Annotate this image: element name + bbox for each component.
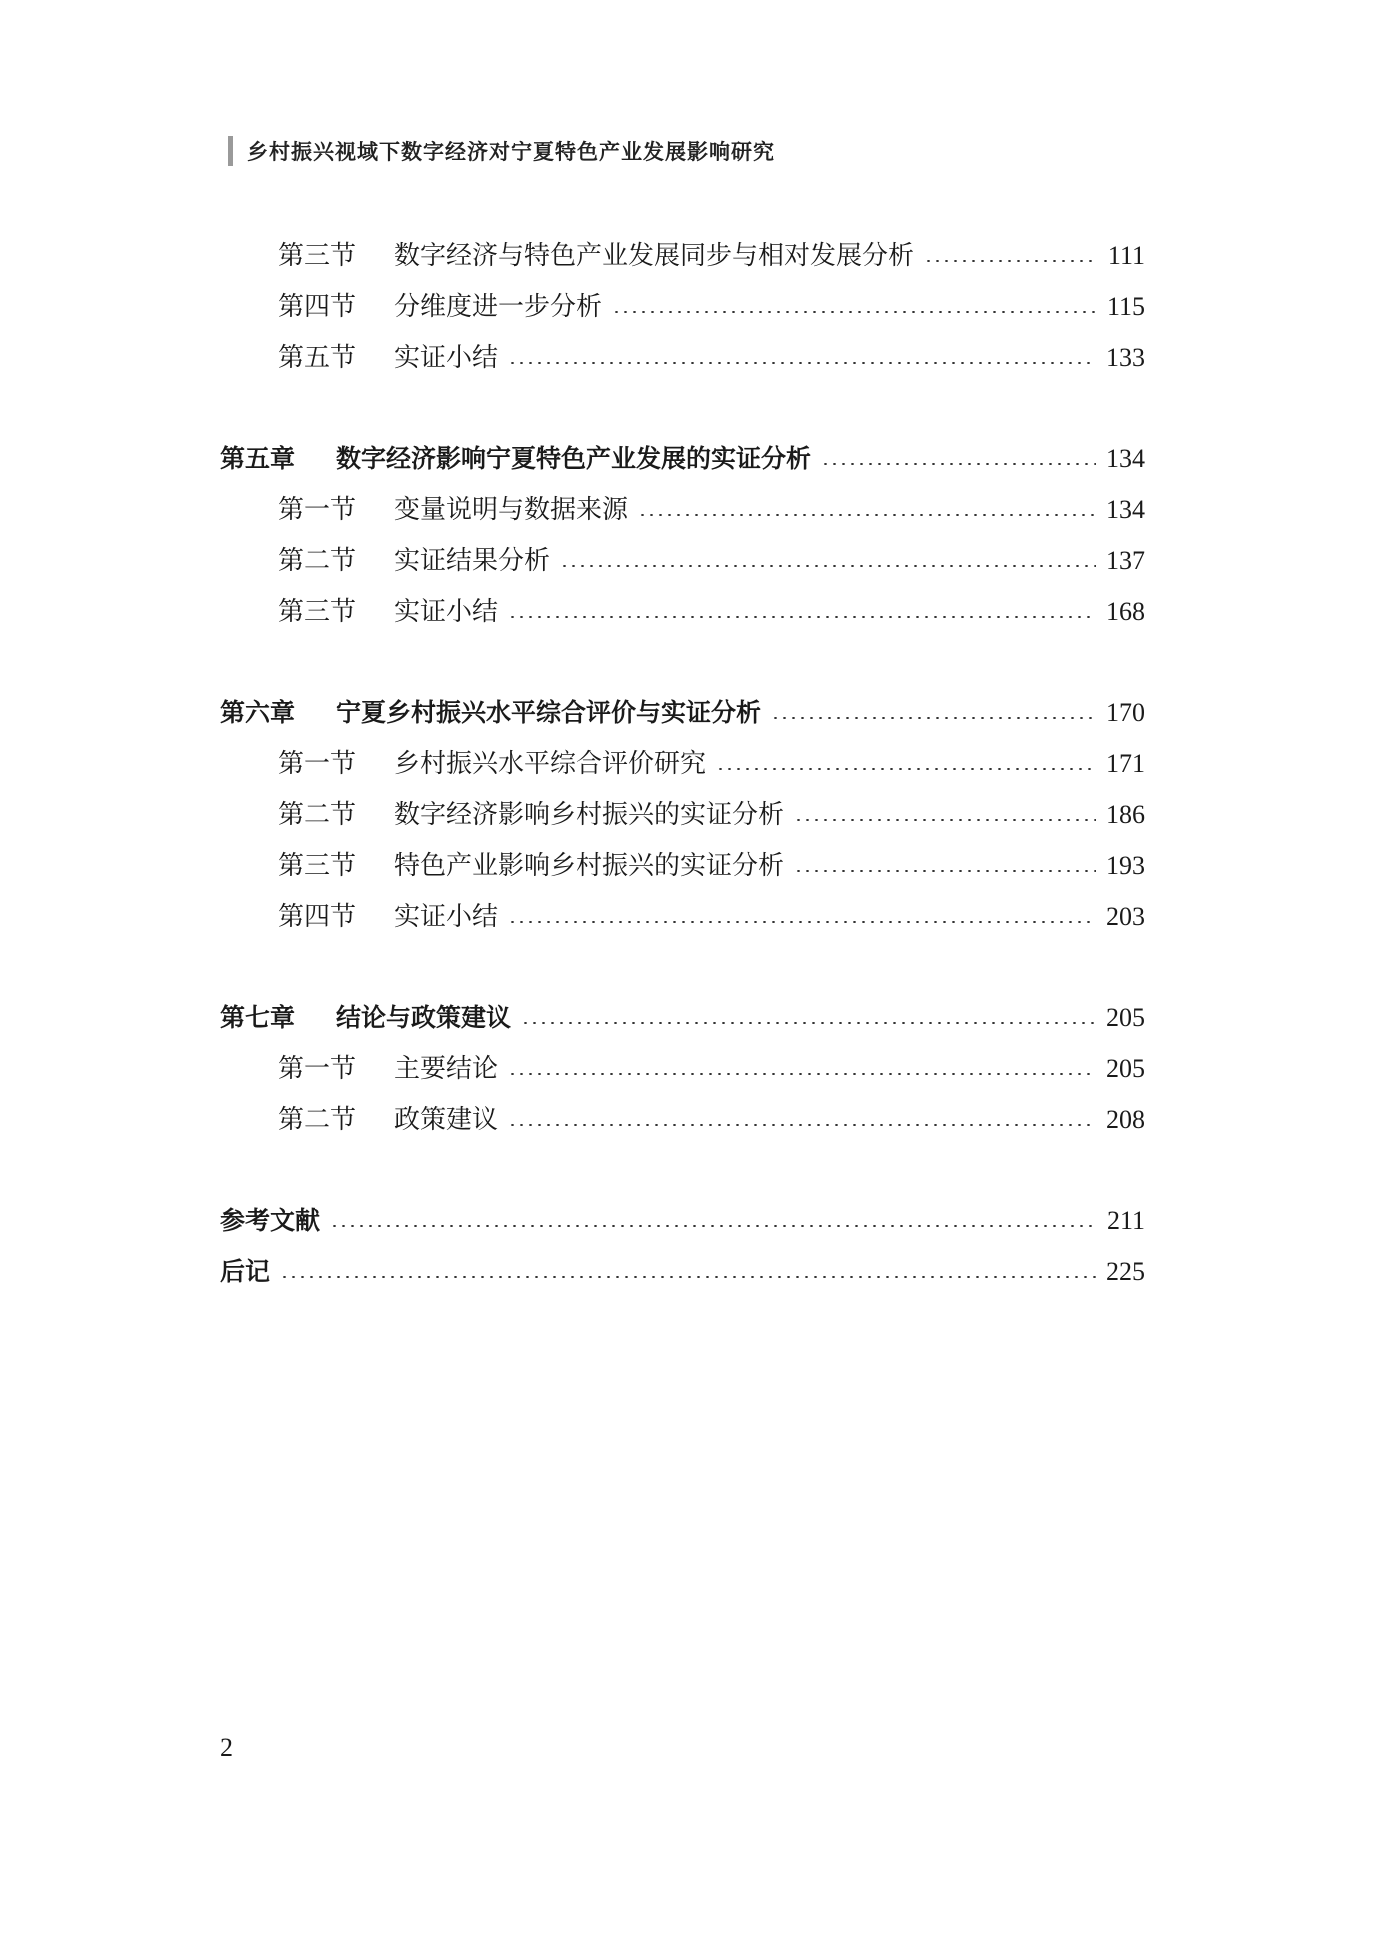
- dot-leader: [508, 616, 1096, 618]
- toc-entry[interactable]: [220, 543, 1145, 579]
- dot-leader: [280, 1276, 1096, 1278]
- toc-chapter-title: 结论与政策建议: [336, 1003, 512, 1032]
- toc-entry-page: 203: [1106, 902, 1145, 931]
- toc-entry-page: 208: [1106, 1105, 1145, 1134]
- toc-entry[interactable]: [220, 238, 1145, 274]
- toc-entry-title: 实证小结: [394, 902, 499, 932]
- toc-entry-label: 第一节: [278, 749, 357, 779]
- dot-leader: [560, 565, 1096, 567]
- toc-chapter-page: 205: [1106, 1003, 1145, 1032]
- toc-entry-title: 特色产业影响乡村振兴的实证分析: [394, 851, 785, 881]
- toc-chapter-page: 170: [1106, 698, 1145, 727]
- dot-leader: [508, 921, 1096, 923]
- toc-entry-label: 第二节: [278, 1105, 357, 1135]
- toc-chapter-label: 第五章: [220, 444, 296, 473]
- toc-entry-page: 115: [1106, 292, 1145, 321]
- toc-entry-label: 第四节: [278, 902, 357, 932]
- toc-entry-title: 分维度进一步分析: [394, 292, 603, 322]
- toc-entry-title: 主要结论: [394, 1054, 499, 1084]
- header-rule: [228, 136, 233, 166]
- toc-chapter[interactable]: [220, 441, 1145, 477]
- toc-entry-label: 第三节: [278, 597, 357, 627]
- dot-leader: [771, 717, 1096, 719]
- toc-chapter[interactable]: [220, 695, 1145, 731]
- toc-chapter-title: 数字经济影响宁夏特色产业发展的实证分析: [336, 444, 812, 473]
- toc-references-page: 211: [1106, 1206, 1145, 1235]
- toc-entry[interactable]: [220, 1051, 1145, 1087]
- dot-leader: [521, 1022, 1096, 1024]
- toc-afterword-title: 后记: [220, 1257, 271, 1286]
- dot-leader: [508, 1073, 1096, 1075]
- dot-leader: [508, 1124, 1096, 1126]
- dot-leader: [716, 768, 1096, 770]
- dot-leader: [794, 870, 1096, 872]
- toc-entry-title: 实证小结: [394, 597, 499, 627]
- toc-entry-page: 186: [1106, 800, 1145, 829]
- toc-chapter-label: 第六章: [220, 698, 296, 727]
- toc-chapter-page: 134: [1106, 444, 1145, 473]
- toc-references-title: 参考文献: [220, 1206, 321, 1235]
- toc-entry[interactable]: [220, 594, 1145, 630]
- dot-leader: [924, 260, 1098, 262]
- dot-leader: [330, 1225, 1097, 1227]
- toc-entry[interactable]: [220, 746, 1145, 782]
- dot-leader: [794, 819, 1096, 821]
- toc-afterword[interactable]: [220, 1254, 1145, 1290]
- toc-chapter[interactable]: [220, 1000, 1145, 1036]
- toc-entry-page: 193: [1106, 851, 1145, 880]
- toc-chapter-title: 宁夏乡村振兴水平综合评价与实证分析: [336, 698, 762, 727]
- toc-entry-page: 137: [1106, 546, 1145, 575]
- toc-entry-label: 第一节: [278, 1054, 357, 1084]
- toc-entry-page: 133: [1106, 343, 1145, 372]
- toc-entry-page: 205: [1106, 1054, 1145, 1083]
- page-number: 2: [220, 1733, 233, 1762]
- running-header: [228, 136, 775, 166]
- toc-entry-page: 171: [1106, 749, 1145, 778]
- toc-entry[interactable]: [220, 492, 1145, 528]
- dot-leader: [612, 311, 1097, 313]
- toc-entry[interactable]: [220, 1102, 1145, 1138]
- toc-entry-title: 政策建议: [394, 1105, 499, 1135]
- toc-entry-page: 134: [1106, 495, 1145, 524]
- toc-entry-page: 111: [1107, 241, 1145, 270]
- toc-entry-title: 实证结果分析: [394, 546, 551, 576]
- toc-entry-title: 数字经济与特色产业发展同步与相对发展分析: [394, 241, 915, 271]
- toc-entry-label: 第三节: [278, 241, 357, 271]
- toc-chapter-label: 第七章: [220, 1003, 296, 1032]
- toc-entry-title: 实证小结: [394, 343, 499, 373]
- toc-entry[interactable]: [220, 289, 1145, 325]
- toc-entry-title: 变量说明与数据来源: [394, 495, 629, 525]
- toc-afterword-page: 225: [1106, 1257, 1145, 1286]
- toc-entry-label: 第五节: [278, 343, 357, 373]
- dot-leader: [821, 463, 1096, 465]
- toc-entry[interactable]: [220, 899, 1145, 935]
- toc-entry-title: 乡村振兴水平综合评价研究: [394, 749, 707, 779]
- dot-leader: [508, 362, 1096, 364]
- toc-entry-label: 第四节: [278, 292, 357, 322]
- toc-entry-page: 168: [1106, 597, 1145, 626]
- toc-references[interactable]: [220, 1203, 1145, 1239]
- toc-entry[interactable]: [220, 797, 1145, 833]
- toc-entry-title: 数字经济影响乡村振兴的实证分析: [394, 800, 785, 830]
- toc-entry[interactable]: [220, 340, 1145, 376]
- toc-entry[interactable]: [220, 848, 1145, 884]
- toc-entry-label: 第一节: [278, 495, 357, 525]
- dot-leader: [638, 514, 1096, 516]
- book-title: 乡村振兴视域下数字经济对宁夏特色产业发展影响研究: [247, 140, 775, 164]
- toc-entry-label: 第二节: [278, 800, 357, 830]
- toc-entry-label: 第二节: [278, 546, 357, 576]
- toc-entry-label: 第三节: [278, 851, 357, 881]
